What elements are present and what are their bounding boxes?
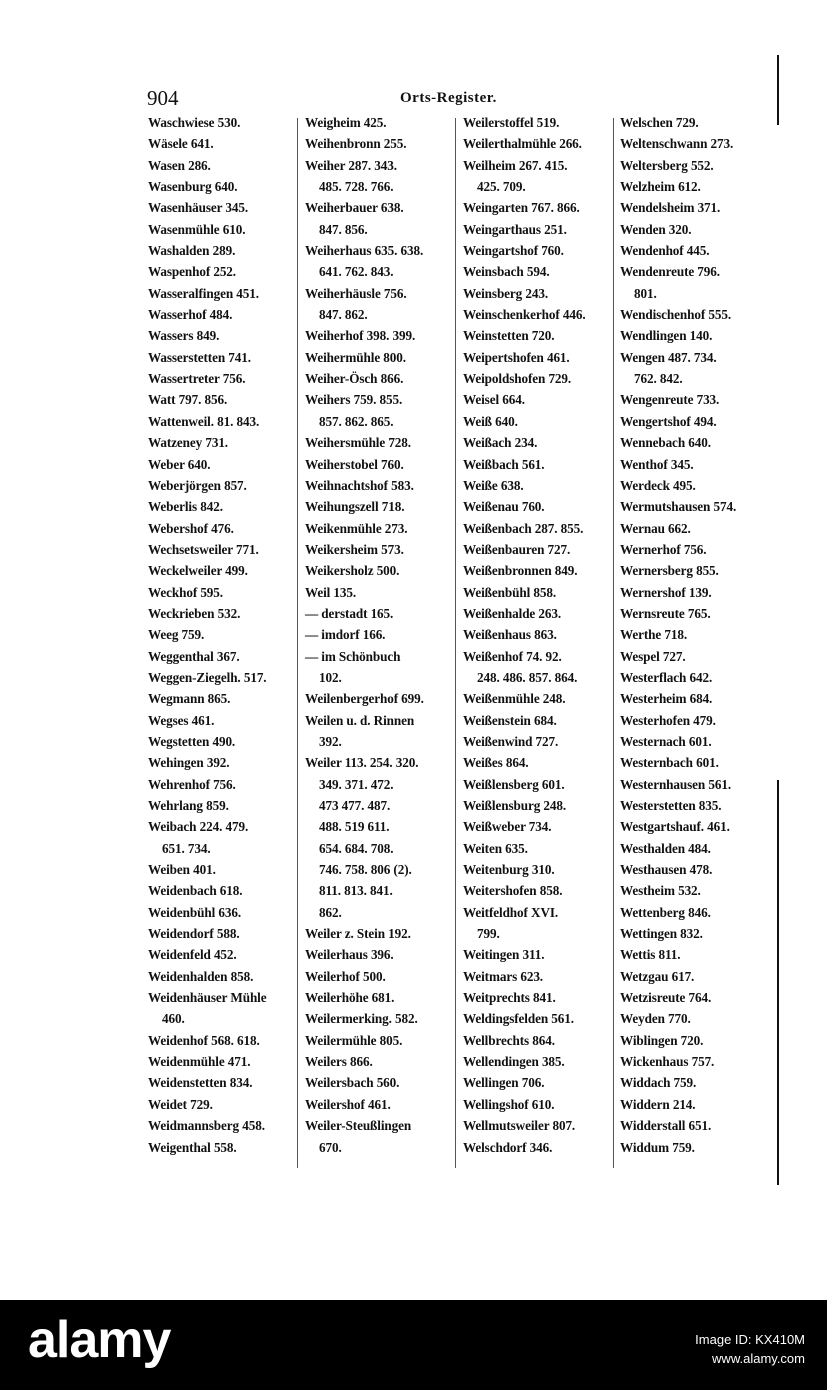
index-entry: Weilenbergerhof 699.: [305, 691, 424, 707]
index-entry: Wehrenhof 756.: [148, 776, 236, 792]
index-entry: Waschwiese 530.: [148, 115, 241, 130]
index-entry: Weilermerking. 582.: [305, 1011, 418, 1027]
index-entry: Wassertreter 756.: [148, 371, 246, 387]
index-entry: Weberlis 842.: [148, 499, 223, 515]
index-entry: Wellingen 706.: [463, 1075, 545, 1091]
index-entry: Weißenau 760.: [463, 499, 545, 515]
index-entry: Wegses 461.: [148, 712, 215, 728]
index-entry: Werdeck 495.: [620, 477, 696, 493]
index-entry: Weidenstetten 834.: [148, 1075, 253, 1091]
index-entry-continuation: 799.: [477, 926, 500, 942]
index-entry: Weiler z. Stein 192.: [305, 926, 411, 942]
index-entry: Wehingen 392.: [148, 755, 230, 771]
index-entry: Weißbach 561.: [463, 456, 545, 472]
index-entry-continuation: 488. 519 611.: [319, 819, 390, 835]
index-entry: Wendelsheim 371.: [620, 200, 721, 216]
index-entry: Weihermühle 800.: [305, 349, 406, 365]
index-entry: Weidmannsberg 458.: [148, 1118, 265, 1134]
index-entry: Wehrlang 859.: [148, 798, 229, 813]
index-entry: Weihnachtshof 583.: [305, 477, 414, 493]
index-column-4: [620, 112, 772, 1158]
index-entry: — imdorf 166.: [305, 627, 386, 643]
index-entry: Wettingen 832.: [620, 926, 703, 942]
index-entry: Weitenburg 310.: [463, 862, 555, 878]
index-entry: Westhalden 484.: [620, 840, 711, 856]
index-entry: Wernsreute 765.: [620, 605, 711, 621]
index-entry: Weißenbronnen 849.: [463, 563, 578, 579]
index-entry: Weihers 759. 855.: [305, 392, 403, 408]
index-entry: Wetzisreute 764.: [620, 990, 712, 1006]
index-entry: Weilerhöhe 681.: [305, 990, 395, 1006]
index-entry: Wellendingen 385.: [463, 1054, 565, 1070]
index-entry-continuation: 473 477. 487.: [319, 798, 391, 813]
index-entry: Weipoldshofen 729.: [463, 371, 572, 387]
index-entry: Weingarten 767. 866.: [463, 200, 580, 216]
index-column-3: [463, 112, 615, 1158]
index-entry: Wernau 662.: [620, 520, 691, 536]
index-entry: Weltersberg 552.: [620, 157, 714, 173]
index-entry: Webershof 476.: [148, 520, 234, 536]
index-entry: Wenden 320.: [620, 221, 692, 237]
index-entry: Weiherhaus 635. 638.: [305, 243, 424, 259]
index-entry: Wellingshof 610.: [463, 1096, 555, 1112]
index-entry: Welschen 729.: [620, 115, 699, 130]
index-entry: Wasenburg 640.: [148, 179, 238, 195]
index-entry: Weilers 866.: [305, 1054, 373, 1070]
index-entry: Wenthof 345.: [620, 456, 694, 472]
index-column-1: [148, 112, 300, 1158]
index-entry: Weißenmühle 248.: [463, 691, 566, 707]
index-entry: Weilen u. d. Rinnen: [305, 712, 415, 728]
index-entry: Weiler 113. 254. 320.: [305, 755, 419, 771]
index-entry: Widdern 214.: [620, 1096, 696, 1112]
index-entry: Wasen 286.: [148, 157, 211, 173]
index-entry: Westernhausen 561.: [620, 776, 732, 792]
index-entry: Weilerstoffel 519.: [463, 115, 560, 130]
index-entry: Weiherstobel 760.: [305, 456, 404, 472]
index-entry: Weinsberg 243.: [463, 285, 549, 301]
index-entry: Weidet 729.: [148, 1096, 213, 1112]
index-entry: Weilerhaus 396.: [305, 947, 394, 963]
index-entry: Weitershofen 858.: [463, 883, 563, 899]
index-entry: Wasseralfingen 451.: [148, 285, 259, 301]
index-entry: Weitprechts 841.: [463, 990, 556, 1006]
index-entry: Weitmars 623.: [463, 968, 544, 984]
index-entry: Weldingsfelden 561.: [463, 1011, 574, 1027]
index-entry: Weikenmühle 273.: [305, 520, 408, 536]
index-entry: Weiher 287. 343.: [305, 157, 397, 173]
index-entry-continuation: 746. 758. 806 (2).: [319, 862, 412, 878]
index-entry: Wellbrechts 864.: [463, 1032, 555, 1048]
index-entry: Watt 797. 856.: [148, 392, 228, 408]
index-entry: Weiße 638.: [463, 477, 524, 493]
index-entry: Weggenthal 367.: [148, 648, 240, 664]
index-entry: Westernbach 601.: [620, 755, 719, 771]
index-entry: Widderstall 651.: [620, 1118, 712, 1134]
index-entry: Weberjörgen 857.: [148, 477, 247, 493]
index-entry: Weikersholz 500.: [305, 563, 400, 579]
index-entry-continuation: 102.: [319, 669, 342, 685]
index-entry: Wengenreute 733.: [620, 392, 720, 408]
index-entry: Wäsele 641.: [148, 136, 214, 152]
index-entry: Wegstetten 490.: [148, 733, 236, 749]
index-entry: Weißenbauren 727.: [463, 541, 571, 557]
index-entry: Westerhofen 479.: [620, 712, 716, 728]
index-entry: Weilheim 267. 415.: [463, 157, 568, 173]
index-entry: Wassers 849.: [148, 328, 220, 344]
index-entry: Westerheim 684.: [620, 691, 713, 707]
index-entry: Weilershof 461.: [305, 1096, 391, 1112]
index-entry: Wegmann 865.: [148, 691, 231, 707]
page-edge-line: [777, 55, 779, 125]
image-id: Image ID: KX410M: [695, 1332, 805, 1347]
image-info: [695, 1330, 805, 1368]
index-entry: Weber 640.: [148, 456, 211, 472]
index-entry: Weißenhaus 863.: [463, 627, 557, 643]
index-entry: Weipertshofen 461.: [463, 349, 570, 365]
index-entry: Weidenhäuser Mühle: [148, 990, 267, 1006]
index-entry: Weingarthaus 251.: [463, 221, 567, 237]
index-entry: Wendenreute 796.: [620, 264, 720, 280]
index-entry: Weiherhäusle 756.: [305, 285, 407, 301]
index-entry: Wiblingen 720.: [620, 1032, 704, 1048]
index-entry: Weitingen 311.: [463, 947, 545, 963]
index-entry: Weigenthal 558.: [148, 1139, 237, 1155]
running-title: Orts-Register.: [400, 90, 497, 106]
index-entry: Weinsbach 594.: [463, 264, 550, 280]
index-entry-continuation: 425. 709.: [477, 179, 526, 195]
index-entry: Widdum 759.: [620, 1139, 695, 1155]
index-entry-continuation: 349. 371. 472.: [319, 776, 394, 792]
index-entry: Weiten 635.: [463, 840, 528, 856]
index-entry: Weilerthalmühle 266.: [463, 136, 582, 152]
index-entry-continuation: 811. 813. 841.: [319, 883, 393, 899]
index-entry-continuation: 641. 762. 843.: [319, 264, 394, 280]
index-entry: Westernach 601.: [620, 733, 712, 749]
index-entry: Wettis 811.: [620, 947, 681, 963]
index-entry: Wernershof 139.: [620, 584, 712, 600]
index-entry: Welzheim 612.: [620, 179, 701, 195]
index-entry: Wasenhäuser 345.: [148, 200, 249, 216]
page-edge-line: [777, 780, 779, 1185]
index-entry: Weidenhof 568. 618.: [148, 1032, 260, 1048]
site-url: www.alamy.com: [712, 1351, 805, 1366]
index-entry: Weiherhof 398. 399.: [305, 328, 416, 344]
index-entry: Weiherbauer 638.: [305, 200, 404, 216]
index-entry: Weidenmühle 471.: [148, 1054, 251, 1070]
index-entry: Widdach 759.: [620, 1075, 697, 1091]
index-entry: Weidenbach 618.: [148, 883, 243, 899]
index-entry: Weeg 759.: [148, 627, 205, 643]
index-entry-continuation: 762. 842.: [634, 371, 683, 387]
index-entry: Wattenweil. 81. 843.: [148, 413, 260, 429]
index-entry: Weidendorf 588.: [148, 926, 240, 942]
index-entry: Weibach 224. 479.: [148, 819, 249, 835]
index-entry: Weißenstein 684.: [463, 712, 557, 728]
index-entry: — derstadt 165.: [305, 605, 394, 621]
index-entry: Wellmutsweiler 807.: [463, 1118, 576, 1134]
index-entry: Wetzgau 617.: [620, 968, 695, 984]
index-entry: Westhausen 478.: [620, 862, 713, 878]
index-entry: Weißenbühl 858.: [463, 584, 557, 600]
index-entry: Weidenhalden 858.: [148, 968, 254, 984]
index-entry: Wendischenhof 555.: [620, 307, 732, 323]
index-entry: Wennebach 640.: [620, 435, 711, 451]
index-entry: Westerflach 642.: [620, 669, 713, 685]
alamy-logo: alamy: [28, 1311, 171, 1369]
index-entry: Weilersbach 560.: [305, 1075, 400, 1091]
index-entry: Weiben 401.: [148, 862, 216, 878]
index-entry: Weisel 664.: [463, 392, 525, 408]
index-entry: Weyden 770.: [620, 1011, 691, 1027]
index-entry: Weikersheim 573.: [305, 541, 404, 557]
index-entry: Weckrieben 532.: [148, 605, 241, 621]
watermark-bar: [0, 1300, 827, 1390]
index-entry: Weißlensburg 248.: [463, 798, 567, 813]
index-entry: Weiß 640.: [463, 413, 518, 429]
index-entry: Weiher-Ösch 866.: [305, 371, 404, 387]
page-number: 904: [147, 86, 179, 110]
index-entry: Weihungszell 718.: [305, 499, 405, 515]
index-entry: Weingartshof 760.: [463, 243, 564, 259]
index-entry-continuation: 857. 862. 865.: [319, 413, 394, 429]
index-entry: Weinschenkerhof 446.: [463, 307, 586, 323]
index-entry-continuation: 847. 862.: [319, 307, 368, 323]
index-entry: Weilermühle 805.: [305, 1032, 403, 1048]
index-entry-continuation: 670.: [319, 1139, 342, 1155]
index-entry: Weil 135.: [305, 584, 357, 600]
index-entry: Weihersmühle 728.: [305, 435, 411, 451]
index-entry: Wernersberg 855.: [620, 563, 719, 579]
index-entry: Weißenwind 727.: [463, 733, 559, 749]
index-entry: Wasenmühle 610.: [148, 221, 246, 237]
index-entry: Weggen-Ziegelh. 517.: [148, 669, 267, 685]
index-entry: Weißlensberg 601.: [463, 776, 565, 792]
index-entry: Weidenbühl 636.: [148, 904, 242, 920]
index-entry: Weinstetten 720.: [463, 328, 555, 344]
index-entry: Wasserstetten 741.: [148, 349, 251, 365]
index-entry-continuation: 392.: [319, 733, 342, 749]
index-entry: Welschdorf 346.: [463, 1139, 553, 1155]
index-entry: — im Schönbuch: [305, 648, 401, 664]
index-entry: Westheim 532.: [620, 883, 701, 899]
index-entry: Weltenschwann 273.: [620, 136, 734, 152]
index-entry: Wechsetsweiler 771.: [148, 541, 259, 557]
index-entry: Watzeney 731.: [148, 435, 229, 451]
index-entry: Weißenhof 74. 92.: [463, 648, 562, 664]
index-entry: Wickenhaus 757.: [620, 1054, 715, 1070]
index-entry: Weißweber 734.: [463, 819, 552, 835]
index-entry-continuation: 847. 856.: [319, 221, 368, 237]
index-column-2: [305, 112, 457, 1158]
index-entry-continuation: 460.: [162, 1011, 185, 1027]
index-entry-continuation: 651. 734.: [162, 840, 211, 856]
index-entry-continuation: 485. 728. 766.: [319, 179, 394, 195]
index-entry: Waspenhof 252.: [148, 264, 237, 280]
index-entry: Weiler-Steußlingen: [305, 1118, 412, 1134]
index-entry: Weckhof 595.: [148, 584, 223, 600]
index-entry: Weißes 864.: [463, 755, 529, 771]
column-divider: [613, 118, 614, 1168]
index-entry: Westgartshauf. 461.: [620, 819, 730, 835]
index-entry: Washalden 289.: [148, 243, 236, 259]
index-entry: Wengen 487. 734.: [620, 349, 717, 365]
index-entry: Weilerhof 500.: [305, 968, 386, 984]
index-entry: Weidenfeld 452.: [148, 947, 237, 963]
index-entry: Weißach 234.: [463, 435, 538, 451]
index-entry: Wasserhof 484.: [148, 307, 233, 323]
index-entry: Werthe 718.: [620, 627, 688, 643]
index-entry: Weckelweiler 499.: [148, 563, 248, 579]
column-divider: [297, 118, 298, 1168]
index-entry: Wendenhof 445.: [620, 243, 710, 259]
index-entry-continuation: 801.: [634, 285, 657, 301]
index-entry: Wermutshausen 574.: [620, 499, 737, 515]
index-entry-continuation: 248. 486. 857. 864.: [477, 669, 578, 685]
index-entry: Weitfeldhof XVI.: [463, 904, 559, 920]
index-entry: Weihenbronn 255.: [305, 136, 407, 152]
index-entry: Wengertshof 494.: [620, 413, 717, 429]
index-entry: Wernerhof 756.: [620, 541, 707, 557]
index-entry: Wespel 727.: [620, 648, 686, 664]
index-entry: Weißenhalde 263.: [463, 605, 562, 621]
index-entry: Weißenbach 287. 855.: [463, 520, 584, 536]
index-entry-continuation: 654. 684. 708.: [319, 840, 394, 856]
column-divider: [455, 118, 456, 1168]
index-entry-continuation: 862.: [319, 904, 342, 920]
index-entry: Wettenberg 846.: [620, 904, 711, 920]
index-entry: Weigheim 425.: [305, 115, 387, 130]
index-entry: Westerstetten 835.: [620, 798, 722, 813]
index-entry: Wendlingen 140.: [620, 328, 713, 344]
